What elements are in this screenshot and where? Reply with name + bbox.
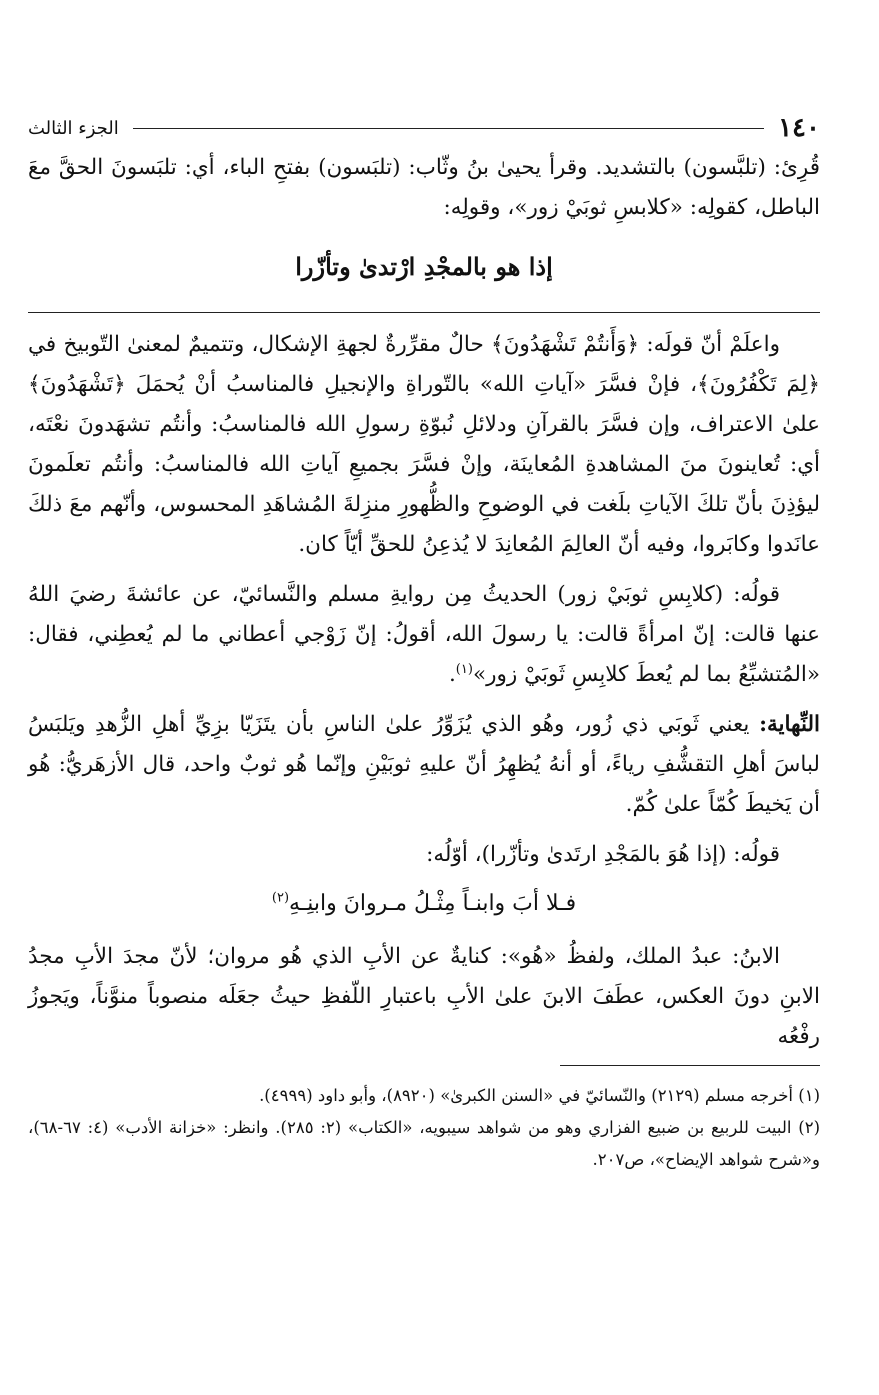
poem-text: فـلا أبَ وابنـاً مِثْـلُ مـروانَ وابنِـهِ — [289, 891, 577, 916]
commentary-paragraph-2 — [28, 575, 820, 695]
commentary-paragraph-4: قولُه: (إذا هُوَ بالمَجْدِ ارتَدىٰ وتأزّرا)، أوّلُه: — [426, 842, 780, 867]
top-paragraph: قُرِئ: (تلبَّسون) بالتشديد. وقرأ يحيىٰ بنُ وثّاب: (تلبَسون) بفتحِ الباء، أي: تلبَسونَ الحقَّ معَ الباطل، كقولِه: «كلابسِ ثوبَيْ زور»، وقولِه: — [28, 155, 820, 220]
commentary-paragraph-3 — [28, 705, 820, 825]
page-number: ١٤٠ — [778, 113, 820, 143]
paragraph-3-text: يعني ثَوبَي ذي زُور، وهُو الذي يُزَوِّرُ علىٰ الناسِ بأن يتَزَيّا بزِيِّ أهلِ الزُّهدِ ويَلبَسُ لباسَ أهلِ التقشُّفِ رياءً، أو أنهُ يُظهِرُ أنّ عليهِ ثوبَيْنِ وإنّما هُو ثوبٌ واحد، قال الأزهَريُّ: هُو أن يَخيطَ كُمّاً علىٰ كُمّ. — [28, 712, 820, 817]
header-rule — [133, 128, 764, 129]
nihaya-label: النِّهاية: — [759, 712, 820, 737]
paragraph-2-text: قولُه: (كلابِسِ ثوبَيْ زور) الحديثُ مِن روايةِ مسلم والنَّسائيّ، عن عائشةَ رضيَ اللهُ عنها قالت: إنّ امرأةً قالت: يا رسولَ الله، أقولُ: إنّ زَوْجي أعطاني ما لم يُعطِني، فقال: «المُتشبِّعُ بما لم يُعطَ كلابِسِ ثَوبَيْ زور» — [28, 582, 820, 687]
footnote-ref-1[interactable]: (١) — [455, 661, 473, 677]
poem-line — [28, 883, 820, 925]
footnote-2: (٢) البيت للربيع بن ضبيع الفزاري وهو من شواهد سيبويه، «الكتاب» (٢: ٢٨٥). وانظر: «خزانة الأدب» (٤: ٦٧-٦٨)، و«شرح شواهد الإيضاح»، ص٢٠٧. — [28, 1118, 820, 1169]
page-header — [28, 108, 820, 148]
commentary-paragraph-1: واعلَمْ أنّ قولَه: ﴿وَأَنتُمْ تَشْهَدُونَ﴾ حالٌ مقرِّرةٌ لجهةِ الإشكال، وتتميمٌ لمعنىٰ التّوبيخ في ﴿لِمَ تَكْفُرُونَ﴾، فإنْ فسَّرَ «آياتِ الله» بالتّوراةِ والإنجيلِ فالمناسبُ أنْ يُحمَلَ ﴿تَشْهَدُونَ﴾ علىٰ الاعتراف، وإن فسَّرَ بالقرآنِ ودلائلِ نُبوّةِ رسولِ الله فالمناسبُ: وأنتُم تشهَدونَ نعْتَه، أي: تُعاينونَ منَ المشاهدةِ المُعاينَة، وإنْ فسَّرَ بجميعِ آياتِ الله فالمناسبُ: وأنتُم تعلَمونَ ليؤذِنَ بأنّ تلكَ الآياتِ بلَغت في الوضوحِ والظُّهورِ منزِلةَ المُشاهَدِ المحسوس، وأنّهم معَ ذلكَ عانَدوا وكابَروا، وفيه أنّ العالِمَ المُعانِدَ لا يُذعِنُ للحقِّ أيّاً كان. — [28, 332, 820, 557]
paragraph-2-end: . — [448, 662, 456, 687]
footnote-ref-2[interactable]: (٢) — [271, 890, 290, 906]
verse-line: إذا هو بالمجْدِ ارْتدىٰ وتأزّرا — [295, 252, 553, 281]
footnote-rule — [560, 1065, 820, 1066]
section-divider — [28, 312, 820, 313]
page — [28, 108, 820, 1176]
footnote-1: (١) أخرجه مسلم (٢١٢٩) والنّسائيّ في «السنن الكبرىٰ» (٨٩٢٠)، وأبو داود (٤٩٩٩). — [259, 1086, 820, 1105]
commentary-paragraph-5: الابنُ: عبدُ الملك، ولفظُ «هُو»: كنايةٌ عن الأبِ الذي هُو مروان؛ لأنّ مجدَ الأبِ مجدُ الابنِ دونَ العكس، عطَفَ الابنَ علىٰ الأبِ باعتبارِ اللّفظِ حيثُ جعَلَه منصوباً منوَّناً، ويَجوزُ رفْعُه — [28, 944, 820, 1049]
volume-title: الجزء الثالث — [28, 117, 119, 139]
